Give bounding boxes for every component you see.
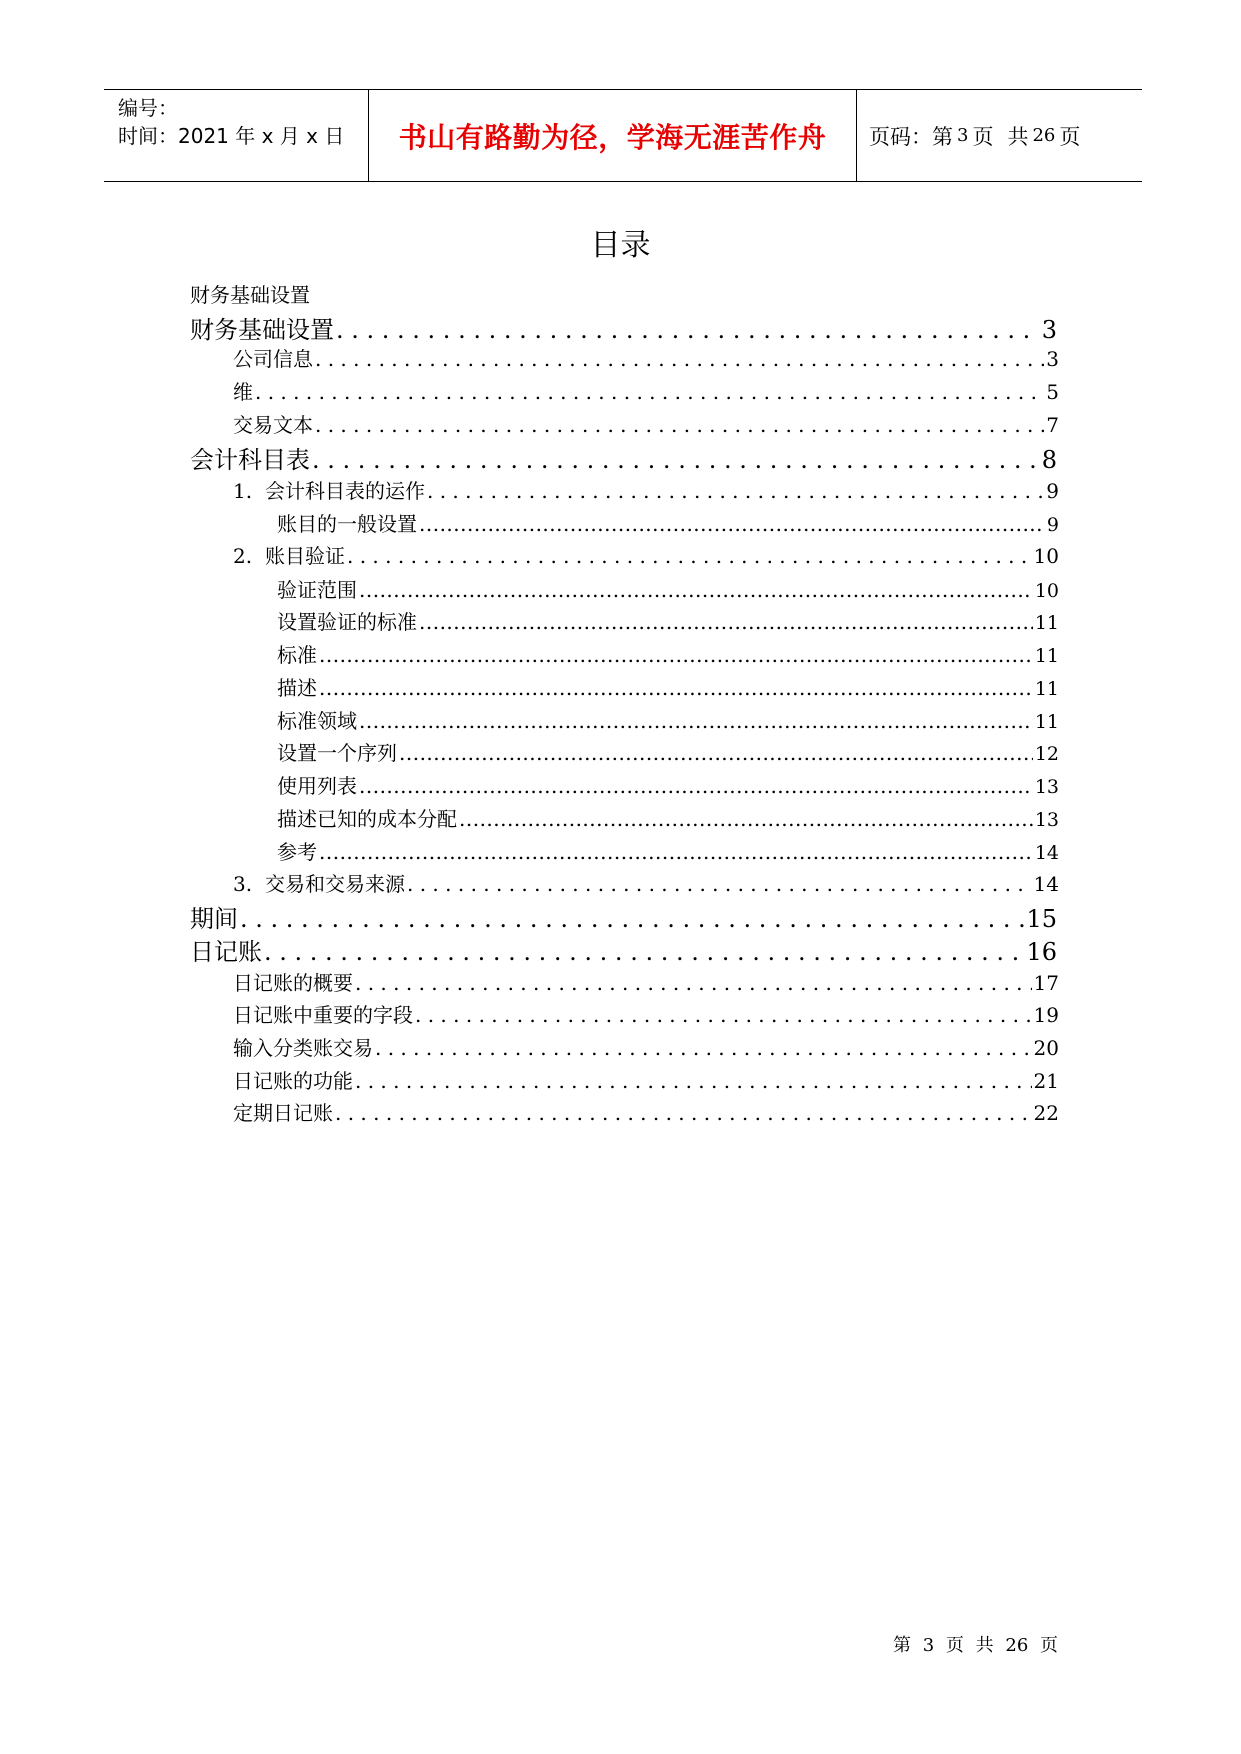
page-mid: 页 [972, 124, 994, 149]
toc-entry-label: 使用列表 [277, 774, 357, 798]
toc-entry-label: 描述 [277, 676, 317, 700]
toc-entry-number: 3. [233, 872, 253, 896]
toc-entry-label: 会计科目表 [190, 446, 310, 472]
toc-entry-page: 13 [1034, 809, 1059, 831]
toc-entry-page: 17 [1033, 971, 1059, 995]
toc-entry-label: 日记账的功能 [233, 1069, 353, 1093]
document-time: 时间：2021 年 x 月 x 日 [118, 124, 345, 148]
header-page-info [857, 90, 1142, 181]
page-total-prefix: 共 [1007, 124, 1029, 149]
toc-entry[interactable] [277, 574, 1059, 602]
toc-entry-number: 2. [233, 544, 253, 568]
toc-entry[interactable] [233, 868, 1059, 896]
toc-entry-page: 9 [1046, 514, 1059, 536]
toc-entry[interactable] [233, 999, 1059, 1027]
toc-entry[interactable] [190, 932, 1057, 964]
toc-entry[interactable] [190, 440, 1057, 472]
toc-entry-label: 账目的一般设置 [277, 512, 417, 536]
toc-entry-label: 账目验证 [265, 544, 345, 568]
toc-entry[interactable] [277, 639, 1059, 667]
toc-entry-label: 交易文本 [233, 413, 313, 437]
toc-entry[interactable] [277, 672, 1059, 700]
toc-entry[interactable] [277, 508, 1059, 536]
page-footer: 第 3 页 共 26 页 [893, 1635, 1058, 1656]
toc-entry-number: 1. [233, 479, 253, 503]
toc-entry-page: 14 [1033, 872, 1059, 896]
toc-entry-page: 11 [1034, 612, 1059, 634]
toc-entry[interactable] [277, 737, 1059, 765]
toc-entry-page: 22 [1033, 1101, 1059, 1125]
toc-entry[interactable] [233, 1097, 1059, 1125]
toc-entry-page: 10 [1033, 544, 1059, 568]
toc-entry-label: 期间 [190, 905, 238, 931]
toc-entry[interactable] [190, 310, 1057, 342]
toc-entry[interactable] [277, 836, 1059, 864]
toc-entry-page: 9 [1046, 479, 1059, 503]
page-total: 26 [1032, 125, 1056, 146]
toc-entry-page: 15 [1026, 905, 1057, 931]
toc-entry[interactable] [190, 899, 1057, 931]
toc-entry[interactable] [277, 705, 1059, 733]
toc-entry[interactable] [277, 770, 1059, 798]
toc-entry-page: 21 [1033, 1069, 1059, 1093]
toc-entry-page: 11 [1034, 645, 1059, 667]
toc-entry-page: 8 [1041, 446, 1057, 472]
toc-entry-page: 11 [1034, 711, 1059, 733]
toc-entry[interactable] [233, 376, 1059, 404]
toc-entry-page: 19 [1033, 1003, 1059, 1027]
page-suffix: 页 [1059, 124, 1081, 149]
toc-entry-page: 14 [1034, 842, 1059, 864]
page-prefix: 页码：第 [869, 124, 953, 149]
toc-entry-page: 10 [1034, 580, 1059, 602]
toc-entry-page: 20 [1033, 1036, 1059, 1060]
header-meta [104, 90, 369, 181]
toc-entry-page: 13 [1034, 776, 1059, 798]
toc-entry-page: 11 [1034, 678, 1059, 700]
toc-entry-page: 16 [1026, 938, 1057, 964]
toc-entry[interactable] [233, 343, 1059, 371]
toc-entry-page: 5 [1046, 380, 1059, 404]
toc-entry-label: 财务基础设置 [190, 316, 334, 342]
toc-entry-page: 3 [1046, 347, 1059, 371]
document-number-label: 编号： [118, 96, 178, 120]
toc-entry[interactable] [277, 803, 1059, 831]
toc-entry-label: 验证范围 [277, 578, 357, 602]
toc-entry-label: 设置一个序列 [277, 741, 397, 765]
toc-entry-page: 7 [1046, 413, 1059, 437]
toc-entry-label: 参考 [277, 840, 317, 864]
toc-entry[interactable] [233, 967, 1059, 995]
toc-entry-label: 公司信息 [233, 347, 313, 371]
toc-entry-label: 日记账中重要的字段 [233, 1003, 413, 1027]
toc-entry-page: 12 [1034, 743, 1059, 765]
toc-entry-label: 标准领域 [277, 709, 357, 733]
toc-entry-page: 3 [1041, 316, 1057, 342]
page-current: 3 [957, 125, 969, 146]
toc-entry-label: 设置验证的标准 [277, 610, 417, 634]
page-header [104, 89, 1142, 182]
toc-title: 目录 [590, 228, 651, 263]
toc-entry[interactable] [233, 540, 1059, 568]
toc-entry-label: 输入分类账交易 [233, 1036, 373, 1060]
toc-intro-line: 财务基础设置 [190, 283, 310, 307]
toc-entry-label: 会计科目表的运作 [265, 479, 425, 503]
toc-entry-label: 维 [233, 380, 253, 404]
toc-entry-label: 描述已知的成本分配 [277, 807, 457, 831]
toc-entry[interactable] [233, 475, 1059, 503]
header-motto: 书山有路勤为径，学海无涯苦作舟 [369, 90, 857, 181]
toc-entry-label: 标准 [277, 643, 317, 667]
toc-entry-label: 日记账的概要 [233, 971, 353, 995]
toc-entry-label: 定期日记账 [233, 1101, 333, 1125]
toc-entry-label: 日记账 [190, 938, 262, 964]
toc-entry[interactable] [277, 606, 1059, 634]
toc-entry[interactable] [233, 1065, 1059, 1093]
toc-entry-label: 交易和交易来源 [265, 872, 405, 896]
toc-entry[interactable] [233, 1032, 1059, 1060]
toc-entry[interactable] [233, 409, 1059, 437]
